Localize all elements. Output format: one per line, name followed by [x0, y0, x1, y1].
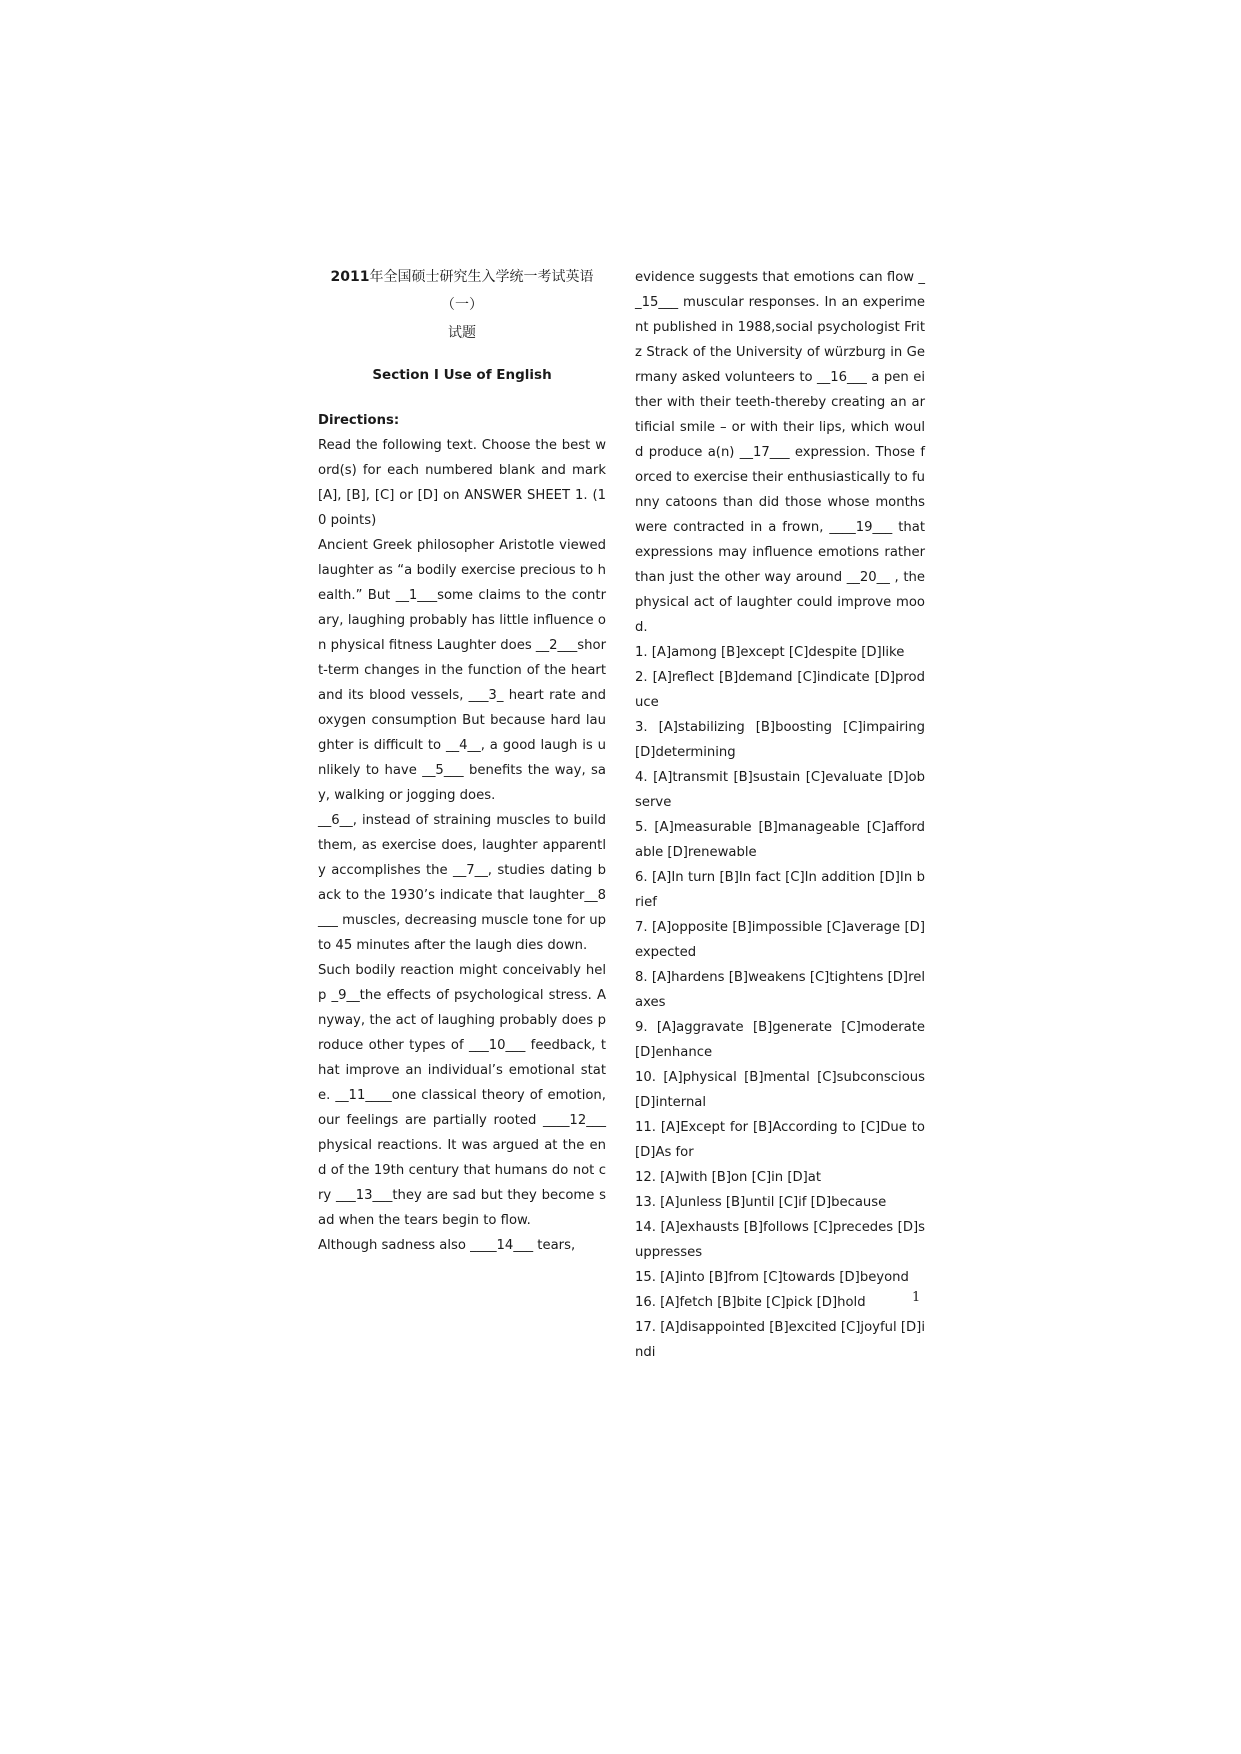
option-item: 12. [A]with [B]on [C]in [D]at [635, 1170, 822, 1185]
left-column [318, 263, 606, 1258]
option-item: 15. [A]into [B]from [C]towards [D]beyond [635, 1270, 909, 1285]
option-item: 10. [A]physical [B]mental [C]subconscious [D]internal [635, 1070, 925, 1110]
option-item: 6. [A]In turn [B]In fact [C]In addition [D]In brief [635, 870, 925, 910]
option-item: 13. [A]unless [B]until [C]if [D]because [635, 1195, 887, 1210]
directions-text: Read the following text. Choose the best word(s) for each numbered blank and mark [A], [B], [C] or [D] on ANSWER SHEET 1. (10 points) [318, 438, 606, 528]
passage-paragraph-2: __6__, instead of straining muscles to build them, as exercise does, laughter apparently accomplishes the __7__, studies dating back to the 1930’s indicate that laughter__8___ muscles, decreasing muscle tone for up to 45 minutes after the laugh dies down. [318, 813, 606, 953]
page-number: 1 [912, 1290, 921, 1305]
section-heading: Section I Use of English [372, 367, 552, 383]
option-item: 3. [A]stabilizing [B]boosting [C]impairing [D]determining [635, 720, 925, 760]
option-item: 17. [A]disappointed [B]excited [C]joyful [D]indi [635, 1320, 925, 1360]
exam-title-line2: 试题 [448, 325, 476, 341]
option-item: 1. [A]among [B]except [C]despite [D]like [635, 645, 905, 660]
option-item: 8. [A]hardens [B]weakens [C]tightens [D]relaxes [635, 970, 925, 1010]
passage-paragraph-4-continued: evidence suggests that emotions can flow __15___ muscular responses. In an experiment published in 1988,social psychologist Fritz Strack of the University of würzburg in Germany asked volunteers to __16___ a pen either with their teeth-thereby creating an artificial smile – or with their lips, which would produce a(n) __17___ expression. Those forced to exercise their enthusiastically to funny catoons than did those whose months were contracted in a frown, ____19___ that expressions may influence emotions rather than just the other way around __20__ , the physical act of laughter could improve mood. [635, 270, 925, 635]
exam-title [318, 263, 606, 319]
option-item: 16. [A]fetch [B]bite [C]pick [D]hold [635, 1295, 866, 1310]
passage-continuation [635, 265, 925, 640]
option-item: 11. [A]Except for [B]According to [C]Due to [D]As for [635, 1120, 925, 1160]
option-item: 4. [A]transmit [B]sustain [C]evaluate [D]observe [635, 770, 925, 810]
option-item: 14. [A]exhausts [B]follows [C]precedes [D]suppresses [635, 1220, 925, 1260]
passage-paragraph-4: Although sadness also ____14___ tears, [318, 1238, 576, 1253]
passage-paragraph-3: Such bodily reaction might conceivably help _9__the effects of psychological stress. Anyway, the act of laughing probably does produce other types of ___10___ feedback, that improve an individual’s emotional state. __11____one classical theory of emotion, our feelings are partially rooted ____12___ physical reactions. It was argued at the end of the 19th century that humans do not cry ___13___they are sad but they become sad when the tears begin to flow. [318, 963, 606, 1228]
option-item: 9. [A]aggravate [B]generate [C]moderate [D]enhance [635, 1020, 925, 1060]
option-item: 5. [A]measurable [B]manageable [C]affordable [D]renewable [635, 820, 925, 860]
right-column [635, 265, 925, 1365]
exam-title-text: 年全国硕士研究生入学统一考试英语（一） [369, 269, 594, 313]
exam-title-year: 2011 [330, 269, 370, 285]
option-item: 2. [A]reflect [B]demand [C]indicate [D]produce [635, 670, 925, 710]
passage-paragraph-1: Ancient Greek philosopher Aristotle viewed laughter as “a bodily exercise precious to health.” But __1___some claims to the contrary, laughing probably has little influence on physical fitness Laughter does __2___short-term changes in the function of the heart and its blood vessels, ___3_ heart rate and oxygen consumption But because hard laughter is difficult to __4__, a good laugh is unlikely to have __5___ benefits the way, say, walking or jogging does. [318, 538, 606, 803]
directions-heading: Directions: [318, 413, 400, 428]
options-list [635, 640, 925, 1365]
option-item: 7. [A]opposite [B]impossible [C]average [D]expected [635, 920, 925, 960]
